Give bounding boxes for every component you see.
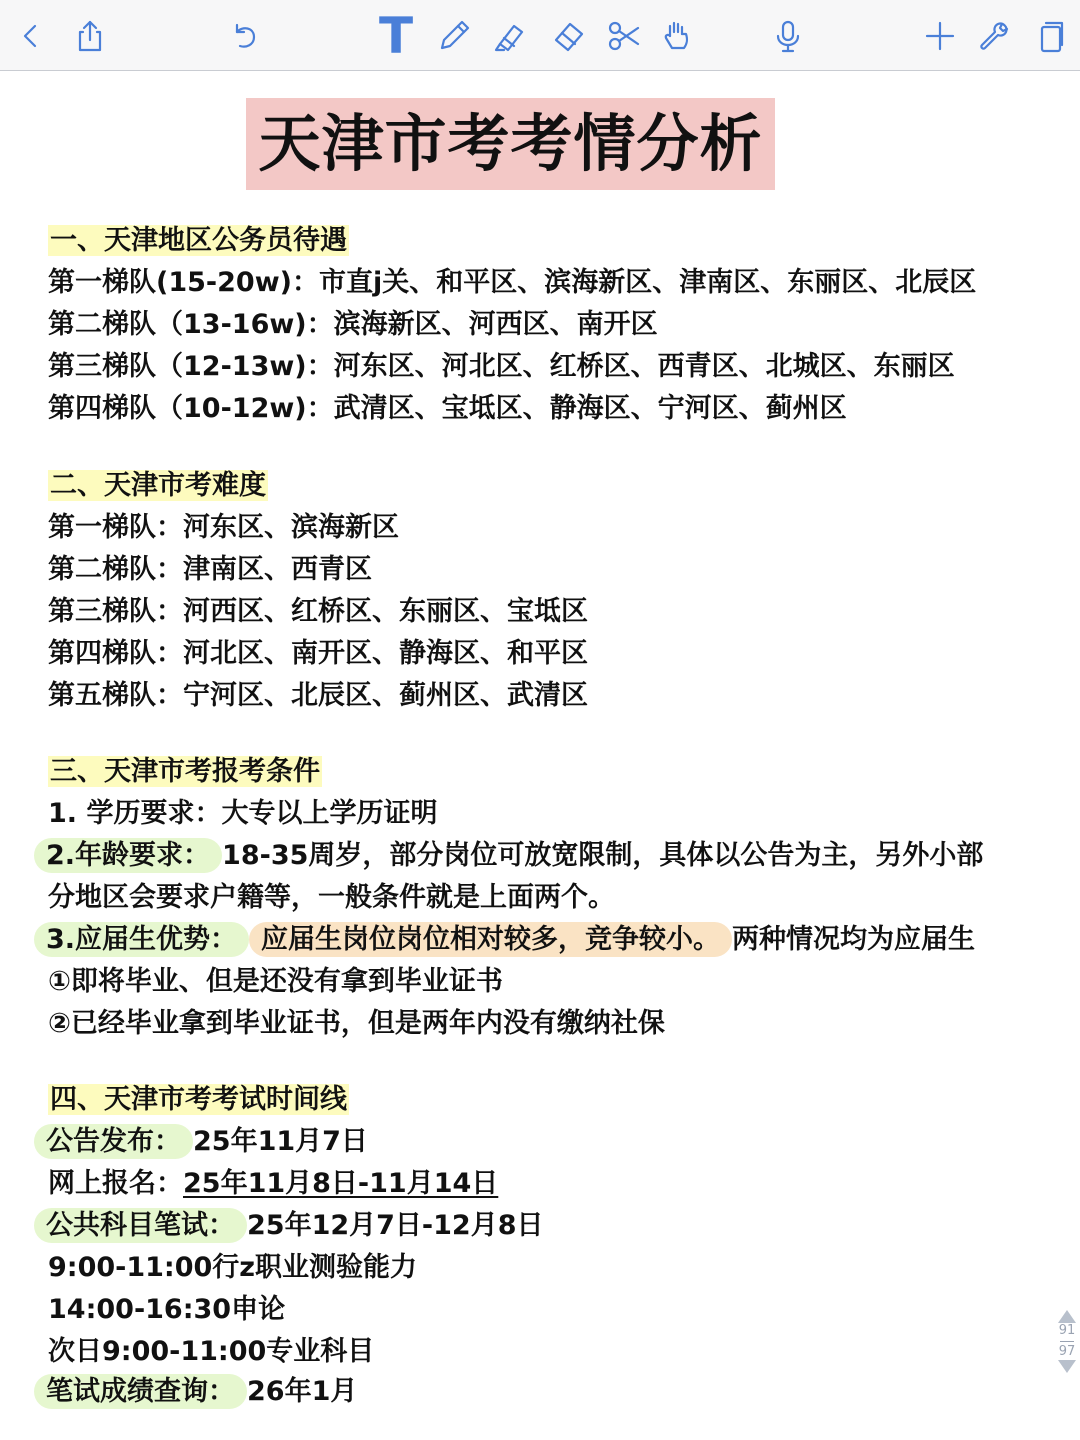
age-text: 18-35周岁，部分岗位可放宽限制，具体以公告为主，另外小部 xyxy=(222,840,984,871)
back-chevron-icon[interactable] xyxy=(8,14,52,58)
page-down-arrow-icon[interactable] xyxy=(1058,1360,1076,1373)
page-up-arrow-icon[interactable] xyxy=(1058,1310,1076,1323)
timeline-score xyxy=(48,1372,357,1412)
difficulty-tier-3: 第三梯队：河西区、红桥区、东丽区、宝坻区 xyxy=(48,596,588,627)
difficulty-tier-5: 第五梯队：宁河区、北辰区、蓟州区、武清区 xyxy=(48,680,588,711)
wrench-icon[interactable] xyxy=(972,14,1016,58)
exam-date: 25年12月7日-12月8日 xyxy=(247,1210,544,1241)
graduate-highlight: 应届生岗位岗位相对较多，竞争较小。 xyxy=(249,922,732,957)
difficulty-tier-4: 第四梯队：河北区、南开区、静海区、和平区 xyxy=(48,638,588,669)
page-scroller[interactable] xyxy=(1054,1310,1080,1410)
requirement-education: 1. 学历要求：大专以上学历证明 xyxy=(48,798,438,829)
requirement-age-cont: 分地区会要求户籍等，一般条件就是上面两个。 xyxy=(48,882,615,913)
salary-tier-2: 第二梯队（13-16w)：滨海新区、河西区、南开区 xyxy=(48,309,658,340)
timeline-signup xyxy=(48,1164,498,1204)
score-label: 笔试成绩查询： xyxy=(34,1374,247,1409)
notice-date: 25年11月7日 xyxy=(193,1126,368,1157)
eraser-icon[interactable] xyxy=(546,14,590,58)
highlighter-icon[interactable] xyxy=(488,14,532,58)
age-label: 2.年龄要求： xyxy=(34,838,222,873)
scissors-icon[interactable] xyxy=(602,14,646,58)
requirement-age xyxy=(48,836,983,876)
total-pages: 97 xyxy=(1058,1344,1076,1359)
hand-icon[interactable] xyxy=(656,14,700,58)
text-tool-icon[interactable]: T xyxy=(378,7,414,65)
salary-tier-3: 第三梯队（12-13w)：河东区、河北区、红桥区、西青区、北城区、东丽区 xyxy=(48,351,955,382)
exam-session-1: 9:00-11:00行z职业测验能力 xyxy=(48,1252,418,1283)
toolbar xyxy=(0,0,1080,71)
requirement-graduate xyxy=(48,920,975,960)
graduate-label: 3.应届生优势： xyxy=(34,922,249,957)
graduate-text: 两种情况均为应届生 xyxy=(732,924,976,955)
graduate-case-2: ②已经毕业拿到毕业证书，但是两年内没有缴纳社保 xyxy=(48,1008,665,1039)
microphone-icon[interactable] xyxy=(766,14,810,58)
difficulty-tier-1: 第一梯队：河东区、滨海新区 xyxy=(48,512,399,543)
signup-label: 网上报名： xyxy=(48,1168,183,1199)
pen-icon[interactable] xyxy=(432,14,476,58)
exam-label: 公共科目笔试： xyxy=(34,1208,247,1243)
page-divider xyxy=(1060,1341,1074,1342)
signup-date: 25年11月8日-11月14日 xyxy=(183,1168,499,1199)
page-title: 天津市考考情分析 xyxy=(246,98,775,190)
difficulty-tier-2: 第二梯队：津南区、西青区 xyxy=(48,554,372,585)
score-date: 26年1月 xyxy=(247,1376,358,1407)
add-icon[interactable] xyxy=(918,14,962,58)
section-heading-requirements: 三、天津市考报考条件 xyxy=(50,756,320,787)
exam-session-2: 14:00-16:30申论 xyxy=(48,1294,286,1325)
salary-tier-1: 第一梯队(15-20w)：市直j关、和平区、滨海新区、津南区、东丽区、北辰区 xyxy=(48,267,977,298)
share-icon[interactable] xyxy=(68,14,112,58)
section-heading-difficulty: 二、天津市考难度 xyxy=(50,470,266,501)
section-heading-timeline: 四、天津市考考试时间线 xyxy=(50,1084,347,1115)
notice-label: 公告发布： xyxy=(34,1124,193,1159)
exam-session-3: 次日9:00-11:00专业科目 xyxy=(48,1336,375,1367)
current-page: 91 xyxy=(1058,1323,1076,1338)
undo-icon[interactable] xyxy=(222,14,266,58)
timeline-exam xyxy=(48,1206,544,1246)
graduate-case-1: ①即将毕业、但是还没有拿到毕业证书 xyxy=(48,966,503,997)
salary-tier-4: 第四梯队（10-12w)：武清区、宝坻区、静海区、宁河区、蓟州区 xyxy=(48,393,847,424)
section-heading-salary: 一、天津地区公务员待遇 xyxy=(50,225,347,256)
pages-icon[interactable] xyxy=(1030,14,1074,58)
timeline-notice xyxy=(48,1122,368,1162)
